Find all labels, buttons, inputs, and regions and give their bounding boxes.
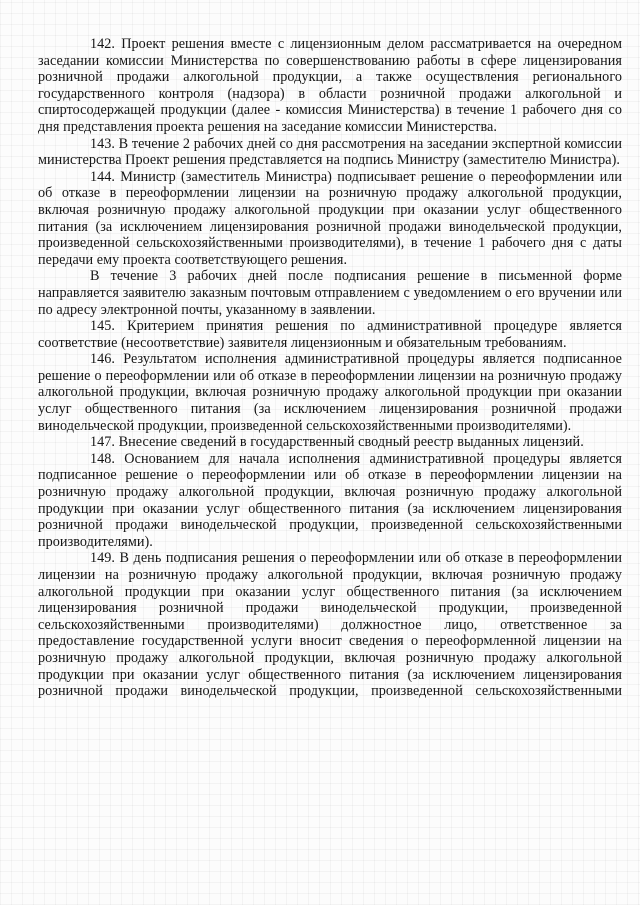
paragraph-146: 146. Результатом исполнения административной процедуры является подписанное решение о переоформлении или об отказе в переоформлении лицензии на розничную продажу алкогольной продукции, включая розничную продажу алкогольной продукции при оказании услуг общественного питания (за исключением лицензирования розничной продажи винодельческой продукции, произведенной сельскохозяйственными производителями). bbox=[38, 351, 622, 434]
paragraph-147: 147. Внесение сведений в государственный сводный реестр выданных лицензий. bbox=[90, 434, 584, 451]
paragraph-144: 144. Министр (заместитель Министра) подписывает решение о переоформлении или об отказе в переоформлении лицензии на розничную продажу алкогольной продукции, включая розничную продажу алкогольной продукции при оказании услуг общественного питания (за исключением лицензирования розничной продажи винодельческой продукции, произведенной сельскохозяйственными производителями), в течение 1 рабочего дня с даты передачи ему проекта соответствующего решения. bbox=[38, 168, 622, 268]
paragraph-143: 143. В течение 2 рабочих дней со дня рассмотрения на заседании экспертной комиссии министерства Проект решения представляется на подпись Министру (заместителю Министра). bbox=[38, 135, 622, 169]
paragraph-142: 142. Проект решения вместе с лицензионным делом рассматривается на очередном заседании комиссии Министерства по совершенствованию работы в сфере лицензирования розничной продажи алкогольной продукции, а также осуществления регионального государственного контроля (надзора) в области розничной продажи алкогольной и спиртосодержащей продукции (далее - комиссия Министерства) в течение 1 рабочего дня со дня представления проекта решения на заседание комиссии Министерства. bbox=[38, 36, 622, 135]
document-page bbox=[38, 36, 622, 700]
paragraph-148: 148. Основанием для начала исполнения административной процедуры является подписанное решение о переоформлении или об отказе в переоформлении лицензии на розничную продажу алкогольной продукции, включая розничную продажу алкогольной продукции при оказании услуг общественного питания (за исключением лицензирования розничной продажи винодельческой продукции, произведенной сельскохозяйственными производителями). bbox=[38, 450, 622, 550]
paragraph-149: 149. В день подписания решения о переоформлении или об отказе в переоформлении лицензии на розничную продажу алкогольной продукции, включая розничную продажу алкогольной продукции при оказании услуг общественного питания (за исключением лицензирования розничной продажи винодельческой продукции, произведенной сельскохозяйственными производителями) должностное лицо, ответственное за предоставление государственной услуги вносит сведения о переоформленной лицензии на розничную продажу алкогольной продукции, включая розничную продажу алкогольной продукции при оказании услуг общественного питания (за исключением лицензирования розничной продажи винодельческой продукции, произведенной сельскохозяйственными bbox=[38, 550, 622, 700]
paragraph-145: 145. Критерием принятия решения по административной процедуре является соответствие (несоответствие) заявителя лицензионным и обязательным требованиям. bbox=[38, 318, 622, 351]
paragraph-144-continuation: В течение 3 рабочих дней после подписания решение в письменной форме направляется заявителю заказным почтовым отправлением с уведомлением о его вручении или по адресу электронной почты, указанному в заявлении. bbox=[38, 268, 622, 318]
